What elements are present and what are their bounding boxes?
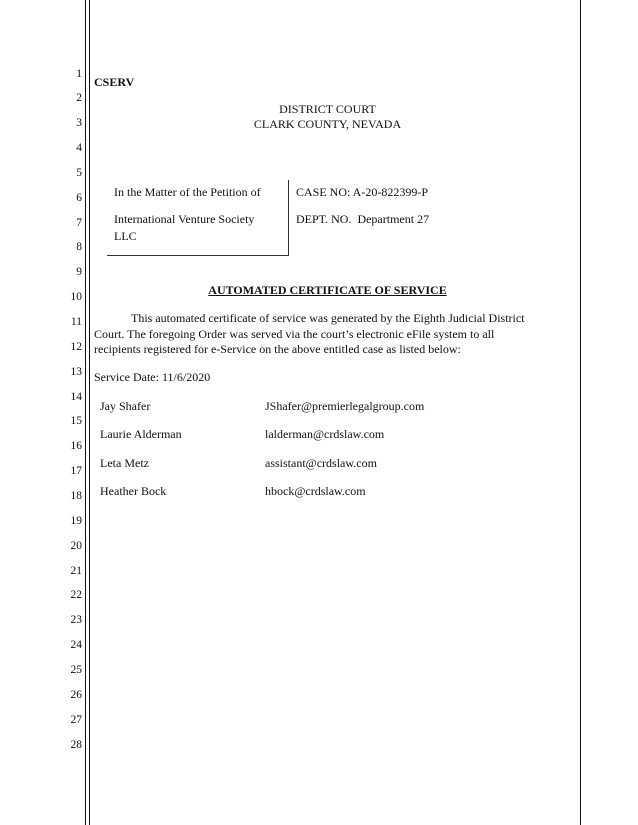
document-code: CSERV xyxy=(94,75,135,89)
line-number: 9 xyxy=(76,266,82,278)
caption-matter-line-2: International Venture Society xyxy=(114,212,255,226)
body-paragraph-line-1: This automated certificate of service was generated by the Eighth Judicial District xyxy=(131,311,525,325)
recipient-name: Jay Shafer xyxy=(100,399,151,413)
body-paragraph-line-2: Court. The foregoing Order was served via the court’s electronic eFile system to all xyxy=(94,326,495,341)
line-number: 28 xyxy=(70,739,82,751)
line-number: 23 xyxy=(70,614,82,626)
line-number: 11 xyxy=(70,316,82,328)
line-number: 2 xyxy=(76,92,82,104)
line-number: 26 xyxy=(70,689,82,701)
recipient-email: JShafer@premierlegalgroup.com xyxy=(265,399,425,413)
line-number: 25 xyxy=(70,664,82,676)
line-number: 1 xyxy=(76,68,82,80)
recipient-name: Heather Bock xyxy=(100,484,167,498)
line-number: 19 xyxy=(70,515,82,527)
department-number: DEPT. NO. Department 27 xyxy=(296,212,430,226)
recipient-email: lalderman@crdslaw.com xyxy=(265,427,385,441)
left-margin-rule-outer xyxy=(85,0,86,825)
line-number: 3 xyxy=(76,117,82,129)
line-number: 7 xyxy=(76,217,82,229)
left-margin-rule-inner xyxy=(89,0,90,825)
document-title: AUTOMATED CERTIFICATE OF SERVICE xyxy=(208,283,447,297)
recipient-name: Leta Metz xyxy=(100,456,149,470)
recipient-email: hbock@crdslaw.com xyxy=(265,484,366,498)
caption-matter-line-3: LLC xyxy=(114,229,137,243)
right-margin-rule xyxy=(580,0,581,825)
line-number: 21 xyxy=(70,565,82,577)
line-number: 8 xyxy=(76,241,82,253)
line-number: 12 xyxy=(70,341,82,353)
recipient-email: assistant@crdslaw.com xyxy=(265,456,377,470)
line-number: 24 xyxy=(70,639,82,651)
service-date: Service Date: 11/6/2020 xyxy=(94,370,211,384)
recipient-name: Laurie Alderman xyxy=(100,427,182,441)
court-county: CLARK COUNTY, NEVADA xyxy=(253,117,402,131)
line-number: 20 xyxy=(70,540,82,552)
line-number: 18 xyxy=(70,490,82,502)
line-number: 5 xyxy=(76,167,82,179)
line-number: 15 xyxy=(70,415,82,427)
body-paragraph xyxy=(94,311,556,358)
line-number: 16 xyxy=(70,440,82,452)
line-number: 17 xyxy=(70,465,82,477)
line-number: 22 xyxy=(70,589,82,601)
line-number: 14 xyxy=(70,391,82,403)
line-number: 13 xyxy=(70,366,82,378)
body-paragraph-line-3: recipients registered for e-Service on the above entitled case as listed below: xyxy=(94,342,461,356)
court-name: DISTRICT COURT xyxy=(279,102,376,116)
line-number: 4 xyxy=(76,142,82,154)
case-number: CASE NO: A-20-822399-P xyxy=(296,185,429,199)
caption-matter-line-1: In the Matter of the Petition of xyxy=(114,185,261,199)
line-number: 6 xyxy=(76,192,82,204)
line-number: 10 xyxy=(70,291,82,303)
line-number: 27 xyxy=(70,714,82,726)
